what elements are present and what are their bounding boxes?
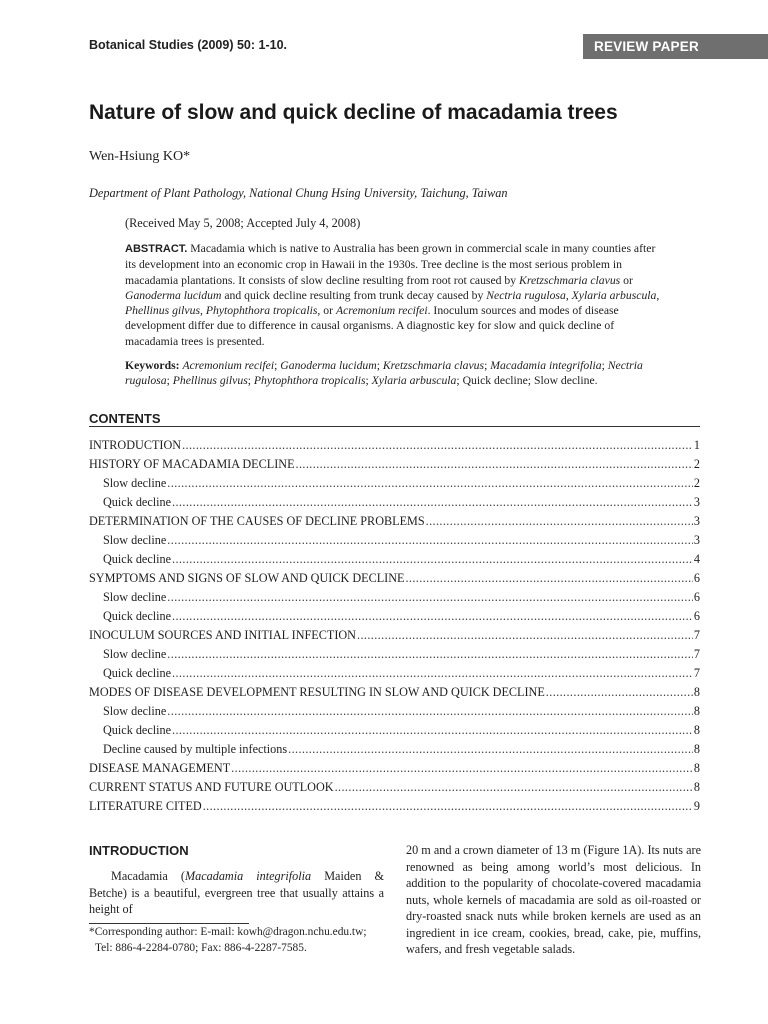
toc-entry-inoculum[interactable] — [89, 626, 700, 645]
journal-citation: Botanical Studies (2009) 50: 1-10. — [89, 38, 287, 52]
keyword-separator: ; — [365, 374, 372, 388]
abstract-species: Phytophthora tropicalis — [205, 304, 318, 318]
toc-leader-dots — [182, 436, 693, 455]
toc-label: DETERMINATION OF THE CAUSES OF DECLINE PROBLEMS — [89, 514, 425, 528]
intro-text: Maiden & Betche) is a beautiful, evergreen tree that usually attains a height of — [89, 869, 384, 916]
keyword: Nectria rugulosa — [125, 359, 643, 388]
toc-label: MODES OF DISEASE DEVELOPMENT RESULTING IN SLOW AND QUICK DECLINE — [89, 685, 545, 699]
review-paper-badge: REVIEW PAPER — [583, 34, 768, 59]
toc-label: Slow decline — [103, 647, 167, 661]
toc-leader-dots — [335, 778, 693, 797]
keyword: Macadamia integrifolia — [490, 359, 602, 372]
toc-label: DISEASE MANAGEMENT — [89, 761, 231, 775]
toc-subentry[interactable] — [89, 474, 700, 493]
toc-page-number: 8 — [693, 723, 700, 737]
keyword-separator: ; — [484, 359, 491, 372]
toc-leader-dots — [426, 512, 693, 531]
toc-leader-dots — [167, 702, 693, 721]
toc-leader-dots — [546, 683, 693, 702]
keyword-separator: ; — [247, 374, 254, 388]
toc-page-number: 6 — [693, 590, 700, 604]
toc-label: Decline caused by multiple infections — [103, 742, 288, 756]
toc-leader-dots — [172, 550, 693, 569]
toc-subentry[interactable] — [89, 664, 700, 683]
contents-heading: CONTENTS — [89, 411, 161, 426]
toc-leader-dots — [203, 797, 693, 816]
abstract — [125, 241, 666, 349]
toc-page-number: 8 — [693, 761, 700, 775]
toc-page-number: 8 — [693, 742, 700, 756]
abstract-text: Macadamia which is native to Australia has been grown in commercial scale in many counties after its development into an economic crop in Hawaii in the 1930s. Tree decline is the most serious problem in macadamia plantations. It consists of slow decline resulting from root rot caused by — [125, 242, 656, 287]
footnote-divider — [89, 923, 249, 924]
toc-leader-dots — [231, 759, 693, 778]
toc-entry-introduction[interactable] — [89, 436, 700, 455]
toc-leader-dots — [172, 664, 693, 683]
abstract-text: , or — [317, 304, 336, 318]
toc-leader-dots — [167, 531, 693, 550]
keyword: Ganoderma lucidum — [280, 359, 377, 372]
table-of-contents — [89, 436, 700, 816]
keyword: Phellinus gilvus — [172, 374, 248, 388]
abstract-species: Acremonium recifei — [335, 304, 428, 318]
toc-leader-dots — [172, 721, 693, 740]
toc-leader-dots — [357, 626, 693, 645]
toc-label: Quick decline — [103, 609, 172, 623]
keywords-label: Keywords: — [125, 359, 180, 372]
toc-leader-dots — [405, 569, 692, 588]
toc-leader-dots — [296, 455, 693, 474]
toc-label: CURRENT STATUS AND FUTURE OUTLOOK — [89, 780, 334, 794]
toc-label: Slow decline — [103, 476, 167, 490]
abstract-species: Xylaria arbuscula — [571, 288, 657, 302]
keywords-tail: ; Quick decline; Slow decline. — [456, 374, 598, 388]
toc-entry-symptoms[interactable] — [89, 569, 700, 588]
keyword: Kretzschmaria clavus — [382, 359, 485, 372]
toc-subentry[interactable] — [89, 721, 700, 740]
keywords — [125, 358, 666, 389]
keyword: Acremonium recifei — [182, 359, 275, 372]
author: Wen-Hsiung KO* — [89, 149, 191, 164]
toc-subentry[interactable] — [89, 550, 700, 569]
toc-label: Slow decline — [103, 590, 167, 604]
toc-subentry[interactable] — [89, 531, 700, 550]
keyword: Xylaria arbuscula — [371, 374, 457, 388]
toc-page-number: 9 — [693, 799, 700, 813]
affiliation: Department of Plant Pathology, National Chung Hsing University, Taichung, Taiwan — [89, 186, 508, 200]
abstract-text: , — [200, 304, 206, 318]
toc-page-number: 7 — [693, 666, 700, 680]
toc-entry-determination[interactable] — [89, 512, 700, 531]
keyword-separator: ; — [376, 359, 383, 372]
keyword-separator: ; — [166, 374, 173, 388]
toc-page-number: 4 — [693, 552, 700, 566]
toc-entry-management[interactable] — [89, 759, 700, 778]
toc-page-number: 1 — [693, 438, 700, 452]
toc-label: SYMPTOMS AND SIGNS OF SLOW AND QUICK DECLINE — [89, 571, 405, 585]
footnote-phone: Tel: 886-4-2284-0780; Fax: 886-4-2287-7585. — [95, 941, 307, 954]
toc-label: Quick decline — [103, 495, 172, 509]
abstract-text: , — [565, 288, 572, 302]
toc-page-number: 3 — [693, 514, 700, 528]
toc-entry-outlook[interactable] — [89, 778, 700, 797]
corresponding-author-footnote — [89, 925, 389, 956]
toc-page-number: 8 — [693, 685, 700, 699]
toc-label: INOCULUM SOURCES AND INITIAL INFECTION — [89, 628, 356, 642]
toc-leader-dots — [167, 645, 693, 664]
intro-species: Macadamia integrifolia — [184, 869, 312, 883]
introduction-right-column: 20 m and a crown diameter of 13 m (Figure 1A). Its nuts are renowned as being among world’s most delicious. In addition to the popularity of chocolate-covered macadamia nuts, whole kernels of macadamia are sold as oil-roasted or dry-roasted snack nuts while broken kernels are used as an ingredient in ice cream, cookies, bread, cake, pie, muffins, wafers, and fresh vegetable salads. — [406, 843, 701, 956]
abstract-species: Ganoderma lucidum — [125, 288, 222, 302]
toc-leader-dots — [172, 493, 693, 512]
toc-label: Quick decline — [103, 666, 172, 680]
toc-page-number: 6 — [693, 571, 700, 585]
contents-divider — [89, 426, 700, 427]
footnote-email: *Corresponding author: E-mail: kowh@dragon.nchu.edu.tw; — [89, 926, 367, 938]
toc-subentry[interactable] — [89, 702, 700, 721]
toc-page-number: 7 — [693, 628, 700, 642]
introduction-heading: INTRODUCTION — [89, 843, 189, 858]
toc-entry-history[interactable] — [89, 455, 700, 474]
toc-subentry[interactable] — [89, 493, 700, 512]
toc-label: Slow decline — [103, 704, 167, 718]
toc-leader-dots — [167, 474, 693, 493]
keyword: Phytophthora tropicalis — [253, 374, 366, 388]
toc-leader-dots — [172, 607, 693, 626]
toc-label: Quick decline — [103, 723, 172, 737]
toc-page-number: 8 — [693, 704, 700, 718]
toc-subentry[interactable] — [89, 588, 700, 607]
toc-subentry[interactable] — [89, 607, 700, 626]
toc-page-number: 2 — [693, 476, 700, 490]
abstract-text: and quick decline resulting from trunk decay caused by — [221, 288, 487, 302]
toc-subentry[interactable] — [89, 740, 700, 759]
toc-page-number: 2 — [693, 457, 700, 471]
abstract-text: or — [620, 273, 633, 287]
toc-label: LITERATURE CITED — [89, 799, 202, 813]
abstract-species: Nectria rugulosa — [486, 288, 566, 302]
toc-page-number: 3 — [693, 533, 700, 547]
toc-leader-dots — [167, 588, 693, 607]
toc-page-number: 3 — [693, 495, 700, 509]
abstract-text: . Inoculum sources and modes of disease development differ due to difference in causal organisms. A diagnostic key for slow and quick decline of macadamia trees is presented. — [125, 304, 619, 348]
paper-title: Nature of slow and quick decline of macadamia trees — [89, 101, 618, 124]
toc-entry-modes[interactable] — [89, 683, 700, 702]
toc-page-number: 6 — [693, 609, 700, 623]
abstract-text: , — [656, 288, 660, 302]
keyword-separator: ; — [274, 359, 281, 372]
toc-page-number: 7 — [693, 647, 700, 661]
toc-leader-dots — [288, 740, 693, 759]
toc-label: INTRODUCTION — [89, 438, 182, 452]
abstract-species: Kretzschmaria clavus — [519, 273, 621, 287]
toc-page-number: 8 — [693, 780, 700, 794]
toc-label: Quick decline — [103, 552, 172, 566]
received-dates: (Received May 5, 2008; Accepted July 4, 2008) — [125, 216, 361, 230]
toc-label: HISTORY OF MACADAMIA DECLINE — [89, 457, 295, 471]
toc-entry-literature[interactable] — [89, 797, 700, 816]
toc-subentry[interactable] — [89, 645, 700, 664]
abstract-species: Phellinus gilvus — [125, 304, 200, 318]
toc-label: Slow decline — [103, 533, 167, 547]
intro-text: Macadamia ( — [111, 869, 185, 883]
introduction-left-column — [89, 868, 384, 918]
abstract-label: ABSTRACT. — [125, 243, 188, 255]
keyword-separator: ; — [601, 359, 608, 372]
